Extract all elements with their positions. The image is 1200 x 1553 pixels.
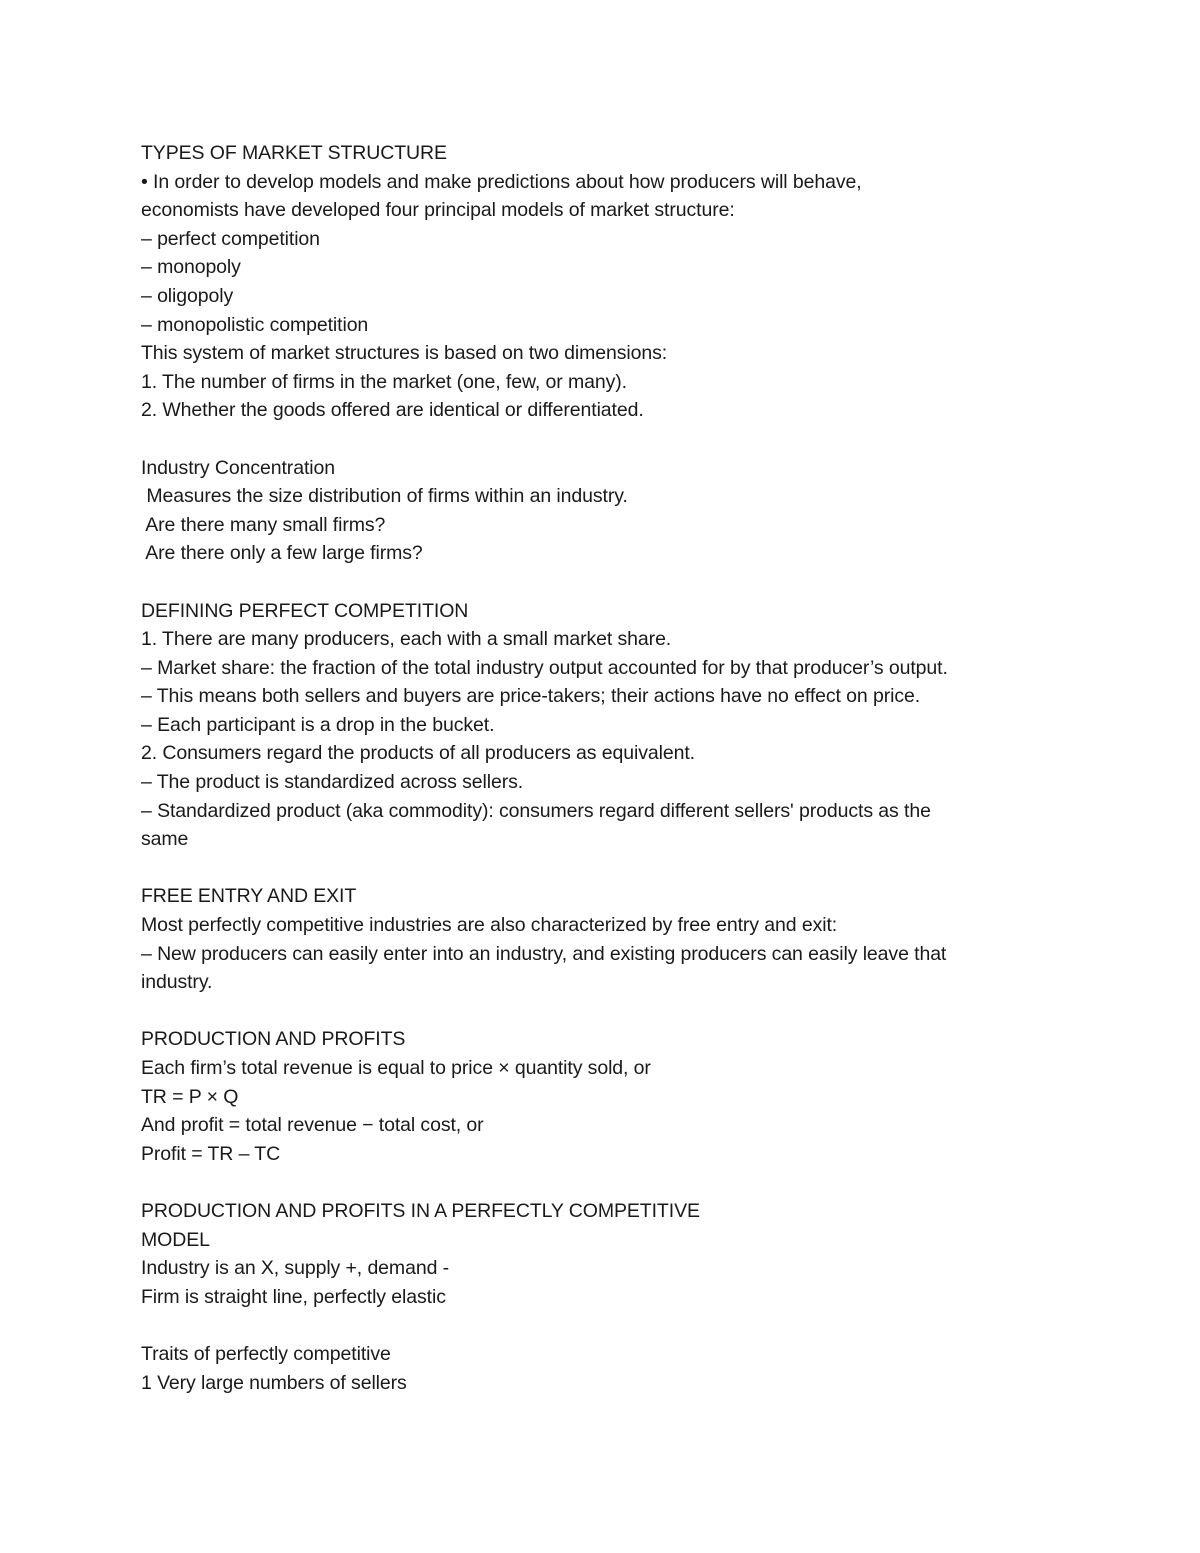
- text-line: Are there only a few large firms?: [141, 542, 423, 565]
- section-heading: Industry Concentration: [141, 456, 335, 479]
- text-line: economists have developed four principal models of market structure:: [141, 199, 735, 222]
- text-line: 1 Very large numbers of sellers: [141, 1371, 407, 1394]
- text-line: – perfect competition: [141, 227, 320, 250]
- section-heading-continued: MODEL: [141, 1228, 210, 1251]
- section-production-and-profits: [141, 1025, 1141, 1168]
- text-line: – Market share: the fraction of the total industry output accounted for by that producer’s output.: [141, 656, 948, 679]
- text-line: – New producers can easily enter into an industry, and existing producers can easily leave that: [141, 942, 947, 965]
- section-heading: TYPES OF MARKET STRUCTURE: [141, 142, 447, 164]
- paragraph-gap: [141, 854, 1141, 883]
- text-line: – monopoly: [141, 256, 241, 279]
- document-body: [141, 139, 1141, 1397]
- text-line: 2. Consumers regard the products of all producers as equivalent.: [141, 742, 695, 765]
- paragraph-gap: [141, 1168, 1141, 1197]
- text-line: 1. The number of firms in the market (one, few, or many).: [141, 370, 627, 393]
- paragraph-gap: [141, 997, 1141, 1026]
- text-line: – This means both sellers and buyers are price-takers; their actions have no effect on price.: [141, 685, 921, 708]
- text-line: Firm is straight line, perfectly elastic: [141, 1285, 446, 1308]
- section-heading: FREE ENTRY AND EXIT: [141, 885, 357, 908]
- text-line: – oligopoly: [141, 284, 234, 307]
- section-free-entry-and-exit: [141, 882, 1141, 996]
- text-line: – The product is standardized across sellers.: [141, 771, 524, 794]
- text-line: – monopolistic competition: [141, 313, 369, 336]
- section-heading: PRODUCTION AND PROFITS IN A PERFECTLY COMPETITIVE: [141, 1199, 700, 1222]
- text-line: • In order to develop models and make predictions about how producers will behave,: [141, 170, 862, 193]
- section-industry-concentration: [141, 454, 1141, 568]
- text-line: TR = P × Q: [141, 1085, 239, 1108]
- section-traits-of-perfectly-competitive: [141, 1340, 1141, 1397]
- section-heading: Traits of perfectly competitive: [141, 1342, 391, 1365]
- text-line: Measures the size distribution of firms within an industry.: [141, 485, 628, 508]
- section-heading: PRODUCTION AND PROFITS: [141, 1028, 406, 1051]
- paragraph-gap: [141, 1311, 1141, 1340]
- text-line: 2. Whether the goods offered are identical or differentiated.: [141, 399, 644, 422]
- text-line: 1. There are many producers, each with a small market share.: [141, 628, 672, 651]
- text-line: Are there many small firms?: [141, 513, 386, 536]
- text-line: – Standardized product (aka commodity): consumers regard different sellers' products as the: [141, 799, 931, 822]
- text-line: Profit = TR – TC: [141, 1142, 281, 1165]
- text-line: This system of market structures is based on two dimensions:: [141, 342, 668, 365]
- text-line: same: [141, 828, 189, 851]
- section-defining-perfect-competition: [141, 597, 1141, 854]
- text-line: – Each participant is a drop in the bucket.: [141, 713, 495, 736]
- section-production-and-profits-perfectly-competitive-model: [141, 1197, 1141, 1311]
- section-types-of-market-structure: [141, 139, 1141, 425]
- text-line: Each firm’s total revenue is equal to price × quantity sold, or: [141, 1057, 651, 1079]
- paragraph-gap: [141, 568, 1141, 597]
- paragraph-gap: [141, 425, 1141, 454]
- section-heading: DEFINING PERFECT COMPETITION: [141, 599, 469, 622]
- text-line: industry.: [141, 971, 213, 994]
- text-line: Industry is an X, supply +, demand -: [141, 1257, 450, 1280]
- text-line: And profit = total revenue − total cost, or: [141, 1114, 484, 1137]
- text-line: Most perfectly competitive industries are also characterized by free entry and exit:: [141, 914, 838, 937]
